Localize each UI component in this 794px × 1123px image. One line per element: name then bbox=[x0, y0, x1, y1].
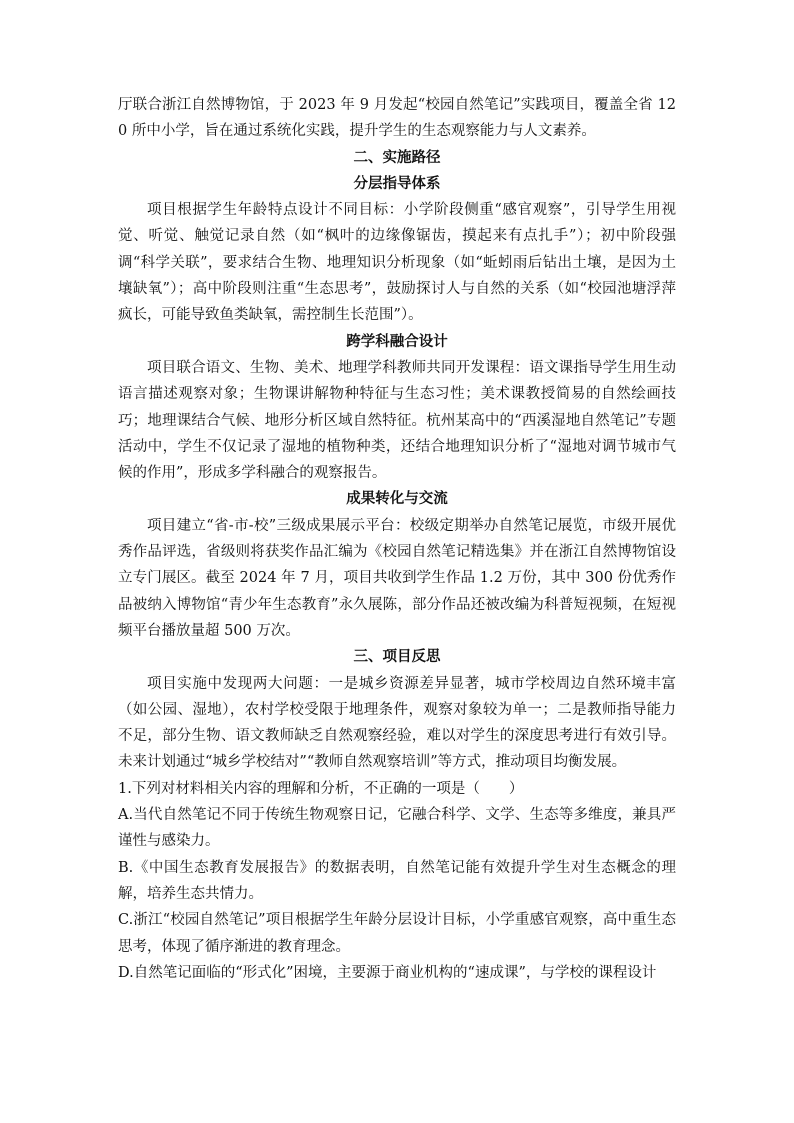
subheading-layered-guidance: 分层指导体系 bbox=[353, 174, 441, 192]
question-option-b: B.《中国生态教育发展报告》的数据表明，自然笔记能有效提升学生对生态概念的理解，培养生态共情力。 bbox=[118, 859, 676, 902]
paragraph-reflection: 项目实施中发现两大问题：一是城乡资源差异显著，城市学校周边自然环境丰富（如公园、湿地），农村学校受限于地理条件，观察对象较为单一；二是教师指导能力不足，部分生物、语文教师缺乏自然观察经验，难以对学生的深度思考进行有效引导。未来计划通过“城乡学校结对”“教师自然观察培训”等方式，推动项目均衡发展。 bbox=[118, 675, 676, 771]
paragraph-interdisciplinary: 项目联合语文、生物、美术、地理学科教师共同开发课程：语文课指导学生用生动语言描述观察对象；生物课讲解物种特征与生态习性；美术课教授简易的自然绘画技巧；地理课结合气候、地形分析区域自然特征。杭州某高中的“西溪湿地自然笔记”专题活动中，学生不仅记录了湿地的植物种类，还结合地理知识分析了“湿地对调节城市气候的作用”，形成多学科融合的观察报告。 bbox=[118, 359, 676, 482]
question-option-a: A.当代自然笔记不同于传统生物观察日记，它融合科学、文学、生态等多维度，兼具严谨性与感染力。 bbox=[118, 807, 676, 850]
subheading-interdisciplinary: 跨学科融合设计 bbox=[346, 332, 448, 350]
document-body bbox=[118, 92, 676, 986]
question-stem: 1.下列对材料相关内容的理解和分析，不正确的一项是（ ） bbox=[118, 780, 524, 797]
intro-paragraph: 厅联合浙江自然博物馆，于 2023 年 9 月发起“校园自然笔记”实践项目，覆盖全省 120 所中小学，旨在通过系统化实践，提升学生的生态观察能力与人文素养。 bbox=[118, 97, 676, 140]
section-heading-reflection: 三、项目反思 bbox=[353, 648, 441, 666]
paragraph-results-exchange: 项目建立“省-市-校”三级成果展示平台：校级定期举办自然笔记展览，市级开展优秀作品评选，省级则将获奖作品汇编为《校园自然笔记精选集》并在浙江自然博物馆设立专门展区。截至 2024 年 7 月，项目共收到学生作品 1.2 万份，其中 300 份优秀作品被纳入博物馆“青少年生态教育”永久展陈，部分作品还被改编为科普短视频，在短视频平台播放量超 500 万次。 bbox=[118, 517, 676, 639]
question-option-c: C.浙江“校园自然笔记”项目根据学生年龄分层设计目标，小学重感官观察，高中重生态思考，体现了循序渐进的教育理念。 bbox=[118, 912, 676, 955]
question-option-d: D.自然笔记面临的“形式化”困境，主要源于商业机构的“速成课”，与学校的课程设计 bbox=[118, 964, 657, 981]
section-heading-implementation: 二、实施路径 bbox=[353, 148, 441, 166]
paragraph-layered-guidance: 项目根据学生年龄特点设计不同目标：小学阶段侧重“感官观察”，引导学生用视觉、听觉、触觉记录自然（如“枫叶的边缘像锯齿，摸起来有点扎手”）；初中阶段强调“科学关联”，要求结合生物、地理知识分析现象（如“蚯蚓雨后钻出土壤，是因为土壤缺氧”）；高中阶段则注重“生态思考”，鼓励探讨人与自然的关系（如“校园池塘浮萍疯长，可能导致鱼类缺氧，需控制生长范围”）。 bbox=[118, 202, 676, 324]
subheading-results-exchange: 成果转化与交流 bbox=[346, 490, 448, 508]
